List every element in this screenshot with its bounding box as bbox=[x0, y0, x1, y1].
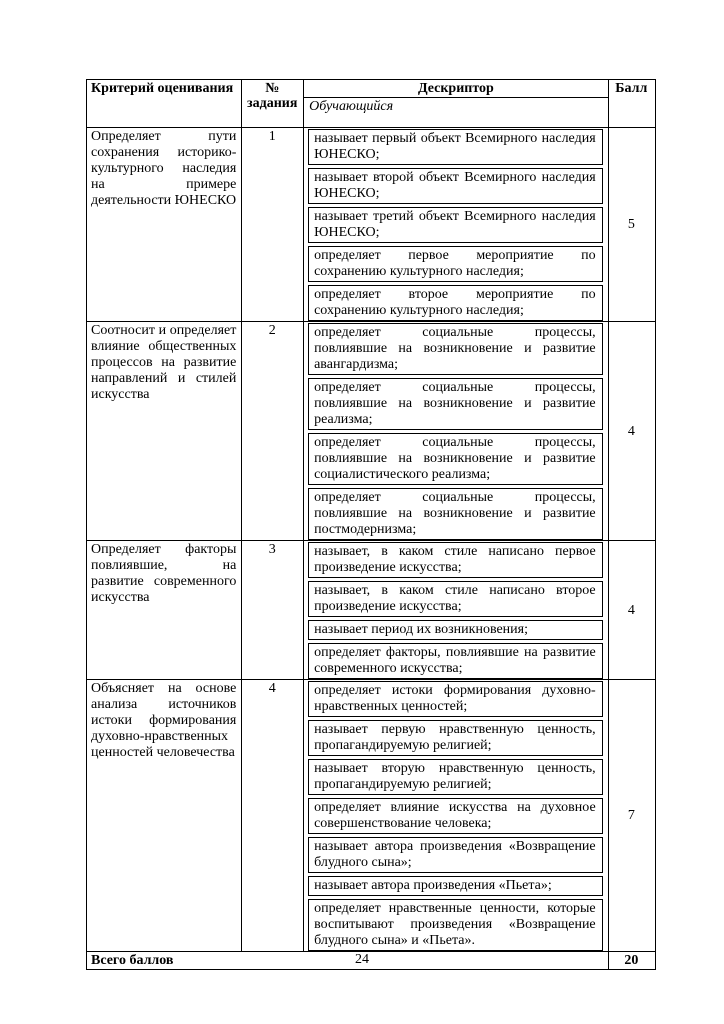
header-task-no-text: № задания bbox=[247, 81, 298, 111]
descriptor-item: называет первый объект Всемирного наследия ЮНЕСКО; bbox=[308, 129, 603, 165]
header-criterion: Критерий оценивания bbox=[87, 80, 242, 128]
descriptor-item: определяет влияние искусства на духовное совершенствование человека; bbox=[308, 798, 603, 834]
descriptor-item: определяет первое мероприятие по сохранению культурного наследия; bbox=[308, 246, 603, 282]
table-row bbox=[87, 680, 656, 952]
task-number-cell: 1 bbox=[242, 128, 304, 322]
descriptor-cell bbox=[304, 322, 609, 541]
descriptor-cell bbox=[304, 680, 609, 952]
score-cell: 4 bbox=[608, 322, 655, 541]
header-descriptor bbox=[304, 80, 609, 128]
total-label: Всего баллов bbox=[87, 952, 609, 970]
descriptor-item: определяет социальные процессы, повлиявшие на возникновение и развитие авангардизма; bbox=[308, 323, 603, 375]
score-cell: 7 bbox=[608, 680, 655, 952]
descriptor-item: называет автора произведения «Возвращение блудного сына»; bbox=[308, 837, 603, 873]
table-body bbox=[87, 128, 656, 952]
descriptor-item: определяет социальные процессы, повлиявшие на возникновение и развитие социалистического реализма; bbox=[308, 433, 603, 485]
score-cell: 5 bbox=[608, 128, 655, 322]
descriptor-item: определяет нравственные ценности, которые воспитывают произведения «Возвращение блудного сына» и «Пьета». bbox=[308, 899, 603, 951]
table-row bbox=[87, 128, 656, 322]
descriptor-item: называет второй объект Всемирного наследия ЮНЕСКО; bbox=[308, 168, 603, 204]
descriptor-item: называет первую нравственную ценность, пропагандируемую религией; bbox=[308, 720, 603, 756]
criterion-cell: Определяет пути сохранения историко-культурного наследия на примере деятельности ЮНЕСКО bbox=[87, 128, 242, 322]
descriptor-item: определяет истоки формирования духовно-нравственных ценностей; bbox=[308, 681, 603, 717]
assessment-table bbox=[86, 79, 656, 970]
table-row bbox=[87, 322, 656, 541]
descriptor-item: называет, в каком стиле написано первое произведение искусства; bbox=[308, 542, 603, 578]
criterion-cell: Соотносит и определяет влияние общественных процессов на развитие направлений и стилей искусства bbox=[87, 322, 242, 541]
total-value: 20 bbox=[608, 952, 655, 970]
descriptor-item: называет, в каком стиле написано второе произведение искусства; bbox=[308, 581, 603, 617]
descriptor-item: определяет второе мероприятие по сохранению культурного наследия; bbox=[308, 285, 603, 321]
task-number-cell: 4 bbox=[242, 680, 304, 952]
header-descriptor-subtitle: Обучающийся bbox=[304, 97, 608, 115]
page-number: 24 bbox=[355, 952, 369, 967]
descriptor-item: определяет социальные процессы, повлиявшие на возникновение и развитие постмодернизма; bbox=[308, 488, 603, 540]
descriptor-cell bbox=[304, 541, 609, 680]
header-task-no bbox=[242, 80, 304, 128]
header-score: Балл bbox=[608, 80, 655, 128]
criterion-cell: Объясняет на основе анализа источников истоки формирования духовно-нравственных ценностей человечества bbox=[87, 680, 242, 952]
descriptor-item: определяет социальные процессы, повлиявшие на возникновение и развитие реализма; bbox=[308, 378, 603, 430]
table-header-row bbox=[87, 80, 656, 128]
descriptor-cell bbox=[304, 128, 609, 322]
table-row bbox=[87, 541, 656, 680]
descriptor-item: называет третий объект Всемирного наследия ЮНЕСКО; bbox=[308, 207, 603, 243]
descriptor-item: определяет факторы, повлиявшие на развитие современного искусства; bbox=[308, 643, 603, 679]
score-cell: 4 bbox=[608, 541, 655, 680]
descriptor-item: называет автора произведения «Пьета»; bbox=[308, 876, 603, 896]
descriptor-item: называет вторую нравственную ценность, пропагандируемую религией; bbox=[308, 759, 603, 795]
criterion-cell: Определяет факторы повлиявшие, на развитие современного искусства bbox=[87, 541, 242, 680]
task-number-cell: 2 bbox=[242, 322, 304, 541]
descriptor-item: называет период их возникновения; bbox=[308, 620, 603, 640]
header-descriptor-title: Дескриптор bbox=[417, 81, 494, 96]
task-number-cell: 3 bbox=[242, 541, 304, 680]
